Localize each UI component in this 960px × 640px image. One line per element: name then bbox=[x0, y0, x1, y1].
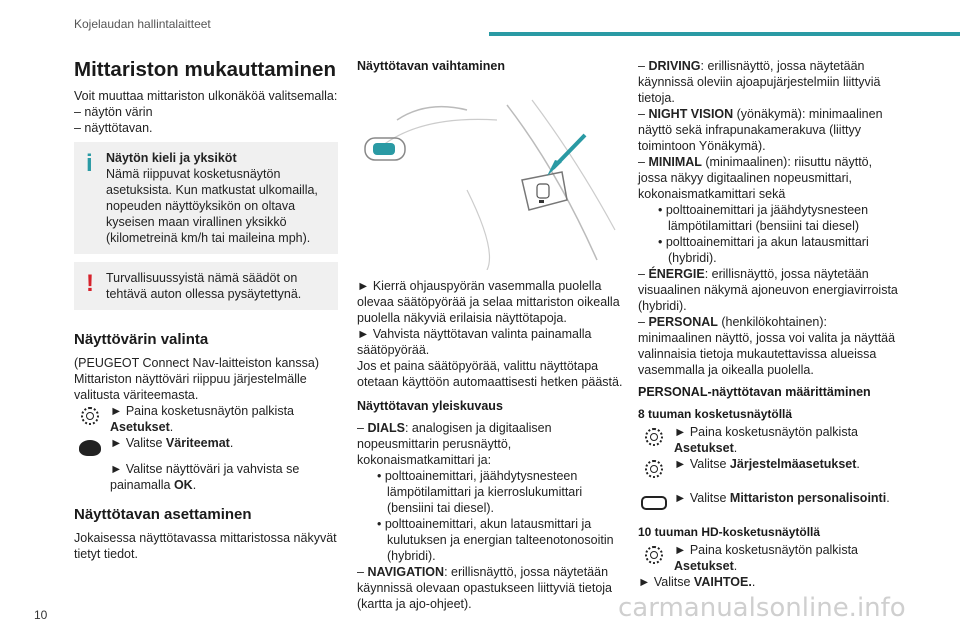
section-heading-color: Näyttövärin valinta bbox=[74, 331, 209, 348]
page-number: 10 bbox=[34, 608, 48, 622]
column-left bbox=[74, 58, 338, 562]
system-settings-icon bbox=[638, 456, 670, 482]
mode-dials-bullet: • polttoainemittari, akun latausmittari ja kulutuksen ja energian talteenotonosoitin (hybridi). bbox=[377, 517, 614, 563]
color-palette-icon bbox=[74, 435, 106, 461]
change-step-confirm: ► Vahvista näyttötavan valinta painamalla säätöpyörää. bbox=[357, 327, 592, 357]
header-accent-bar bbox=[489, 32, 960, 36]
list-item: – näyttötavan. bbox=[74, 121, 153, 135]
list-item: – näytön värin bbox=[74, 105, 153, 119]
mode-driving: – DRIVING: erillisnäyttö, jossa näytetään käynnissä oleviin ajoapujärjestelmiin liittyviä tietoja. bbox=[638, 59, 881, 105]
step-color-theme: ► Valitse Väriteemat. bbox=[74, 435, 338, 461]
steering-wheel-drawing bbox=[357, 80, 623, 270]
warning-icon: ! bbox=[86, 270, 94, 297]
mode-energie: – ÉNERGIE: erillisnäyttö, jossa näytetään visuaalinen näkymä ajoneuvon energiavirroista (hybridi). bbox=[638, 267, 898, 313]
mode-dials-bullet: • polttoainemittari, jäähdytysnesteen lämpötilamittari ja kierroslukumittari (bensiini tai diesel). bbox=[377, 469, 583, 515]
step-settings: ► Paina kosketusnäytön palkista Asetukset. bbox=[74, 403, 338, 435]
step-10-select: ► Valitse VAIHTOE.. bbox=[638, 575, 756, 589]
change-auto-note: Jos et paina säätöpyörää, valittu näyttötapa otetaan käyttöön automaattisesti hetken päästä. bbox=[357, 359, 623, 389]
intro-text: Voit muuttaa mittariston ulkonäköä valitsemalla: bbox=[74, 89, 338, 103]
page-title: Mittariston mukauttaminen bbox=[74, 58, 336, 81]
subheading-10-inch: 10 tuuman HD-kosketusnäytöllä bbox=[638, 525, 821, 539]
info-icon: i bbox=[86, 150, 93, 177]
mode-minimal-bullet: • polttoainemittari ja jäähdytysnesteen lämpötilamittari (bensiini tai diesel) bbox=[658, 203, 869, 233]
column-middle bbox=[357, 58, 623, 612]
step-8-cluster-personalisation: ► Valitse Mittariston personalisointi. bbox=[638, 490, 904, 516]
settings-gear-icon bbox=[638, 542, 670, 568]
section-heading-setup: Näyttötavan asettaminen bbox=[74, 506, 252, 523]
step-10-settings: ► Paina kosketusnäytön palkista Asetukset. bbox=[638, 542, 904, 574]
mode-minimal: – MINIMAL (minimaalinen): riisuttu näyttö, jossa näkyy digitaalinen nopeusmittari, kokonaismatkamittari sekä bbox=[638, 155, 873, 201]
step-8-system-settings: ► Valitse Järjestelmäasetukset. bbox=[638, 456, 904, 482]
subheading-8-inch: 8 tuuman kosketusnäytöllä bbox=[638, 407, 793, 421]
setup-text: Jokaisessa näyttötavassa mittaristossa näkyvät tietyt tiedot. bbox=[74, 531, 337, 561]
column-right bbox=[638, 58, 904, 590]
mode-night-vision: – NIGHT VISION (yönäkymä): minimaalinen näyttö sekä infrapunakamerakuva (liittyy toimintoon Yönäkymä). bbox=[638, 107, 883, 153]
info-note-title: Näytön kieli ja yksiköt bbox=[106, 151, 237, 165]
mode-dials: – DIALS: analogisen ja digitaalisen nopeusmittarin perusnäyttö, kokonaismatkamittari ja: bbox=[357, 421, 552, 467]
running-header: Kojelaudan hallintalaitteet bbox=[74, 17, 211, 31]
section-heading-overview: Näyttötavan yleiskuvaus bbox=[357, 399, 503, 413]
mode-personal: – PERSONAL (henkilökohtainen): minimaalinen näyttö, jossa voi valita ja näyttää valinnaisia tietoja mukautettavissa alueissa vasemmalla ja oikealla puolella. bbox=[638, 315, 896, 377]
instrument-cluster-icon bbox=[638, 490, 670, 516]
step-confirm-color: ► Valitse näyttöväri ja vahvista se painamalla OK. bbox=[110, 462, 300, 492]
info-note bbox=[74, 142, 338, 254]
steering-wheel-illustration bbox=[357, 80, 623, 270]
mode-minimal-bullet: • polttoainemittari ja akun latausmittari (hybridi). bbox=[658, 235, 869, 265]
color-text: (PEUGEOT Connect Nav-laitteiston kanssa) Mittariston näyttöväri riippuu järjestelmälle valitusta väriteemasta. bbox=[74, 356, 320, 402]
section-heading-personal: PERSONAL-näyttötavan määrittäminen bbox=[638, 385, 871, 399]
warning-note-text: Turvallisuussyistä nämä säädöt on tehtävä auton ollessa pysäytettynä. bbox=[106, 271, 302, 301]
settings-gear-icon bbox=[74, 403, 106, 429]
section-heading-change: Näyttötavan vaihtaminen bbox=[357, 59, 505, 73]
settings-gear-icon bbox=[638, 424, 670, 450]
change-step-rotate: ► Kierrä ohjauspyörän vasemmalla puolella olevaa säätöpyörää ja selaa mittariston oikealla puolella näkyviä erilaisia näyttötapoja. bbox=[357, 279, 620, 325]
info-note-text: Nämä riippuvat kosketusnäytön asetuksista. Kun matkustat ulkomailla, nopeuden näyttöyksikön on oltava kyseisen maan virallinen yksikkö (kilometreinä km/h tai maileina mph). bbox=[106, 167, 318, 245]
warning-note bbox=[74, 262, 338, 310]
watermark: carmanualsonline.info bbox=[618, 593, 906, 623]
mode-navigation: – NAVIGATION: erillisnäyttö, jossa näytetään käynnissä olevaan opastukseen liittyviä tietoja (kartta ja ajo-ohjeet). bbox=[357, 565, 613, 611]
step-8-settings: ► Paina kosketusnäytön palkista Asetukset. bbox=[638, 424, 904, 456]
